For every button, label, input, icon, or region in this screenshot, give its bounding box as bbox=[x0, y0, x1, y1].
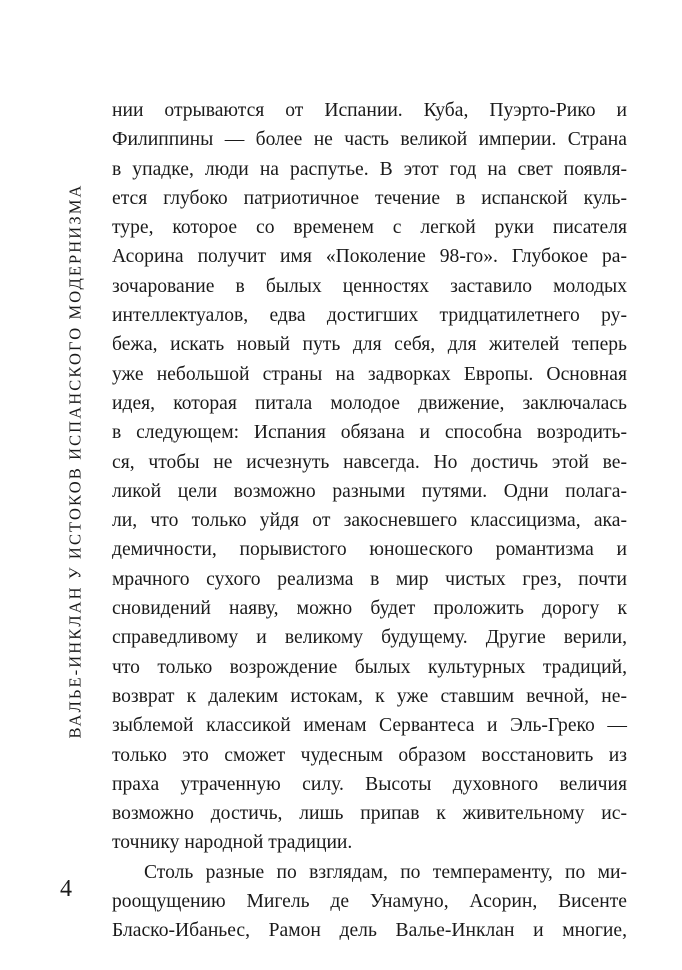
text-line: роощущению Мигель де Унамуно, Асорин, Висенте bbox=[112, 891, 627, 913]
text-line: праха утраченную силу. Высоты духовного величия bbox=[112, 773, 627, 795]
page-number: 4 bbox=[60, 876, 72, 902]
paragraph-1 bbox=[112, 96, 627, 858]
text-line: точнику народной традиции. bbox=[112, 832, 353, 854]
text-line: зочарование в былых ценностях заставило молодых bbox=[112, 275, 627, 297]
text-line: туре, которое со временем с легкой руки писателя bbox=[112, 217, 627, 239]
running-head bbox=[60, 92, 90, 830]
text-line: в упадке, люди на распутье. В этот год на свет появля- bbox=[112, 158, 627, 180]
text-line: идея, которая питала молодое движение, заключалась bbox=[112, 392, 627, 414]
text-line: Филиппины — более не часть великой империи. Страна bbox=[112, 129, 627, 151]
text-line: зыблемой классикой именам Сервантеса и Эль-Греко — bbox=[112, 715, 627, 737]
text-line: в следующем: Испания обязана и способна возродить- bbox=[112, 422, 627, 444]
text-line: ется глубоко патриотичное течение в испанской куль- bbox=[112, 187, 627, 209]
text-line: только это сможет чудесным образом восстановить из bbox=[112, 744, 627, 766]
text-line: уже небольшой страны на задворках Европы. Основная bbox=[112, 363, 627, 385]
text-line: бежа, искать новый путь для себя, для жителей теперь bbox=[112, 334, 627, 356]
text-line: что только возрождение былых культурных традиций, bbox=[112, 656, 627, 678]
text-line: возврат к далеким истокам, к уже ставшим вечной, не- bbox=[112, 685, 627, 707]
text-line: ликой цели возможно разными путями. Одни полага- bbox=[112, 480, 627, 502]
text-line: нии отрываются от Испании. Куба, Пуэрто-Рико и bbox=[112, 100, 627, 121]
running-head-text: ВАЛЬЕ-ИНКЛАН У ИСТОКОВ ИСПАНСКОГО МОДЕРНИЗМА bbox=[65, 183, 84, 739]
body-text bbox=[112, 96, 627, 946]
text-line: Асорина получит имя «Поколение 98-го». Глубокое ра- bbox=[112, 246, 627, 268]
text-line: сновидений наяву, можно будет проложить дорогу к bbox=[112, 598, 627, 620]
text-line: интеллектуалов, едва достигших тридцатилетнего ру- bbox=[112, 305, 627, 327]
text-line: Бласко-Ибаньес, Рамон дель Валье-Инклан и многие, bbox=[112, 920, 627, 942]
text-line: ся, чтобы не исчезнуть навсегда. Но достичь этой ве- bbox=[112, 451, 627, 473]
text-line: справедливому и великому будущему. Другие верили, bbox=[112, 627, 627, 649]
text-line: ли, что только уйдя от закосневшего классицизма, ака- bbox=[112, 510, 627, 532]
text-line: Столь разные по взглядам, по темпераменту, по ми- bbox=[144, 861, 627, 883]
text-line: мрачного сухого реализма в мир чистых грез, почти bbox=[112, 568, 627, 590]
text-line: демичности, порывистого юношеского романтизма и bbox=[112, 539, 627, 561]
paragraph-2 bbox=[112, 858, 627, 946]
text-line: возможно достичь, лишь припав к живительному ис- bbox=[112, 803, 627, 825]
